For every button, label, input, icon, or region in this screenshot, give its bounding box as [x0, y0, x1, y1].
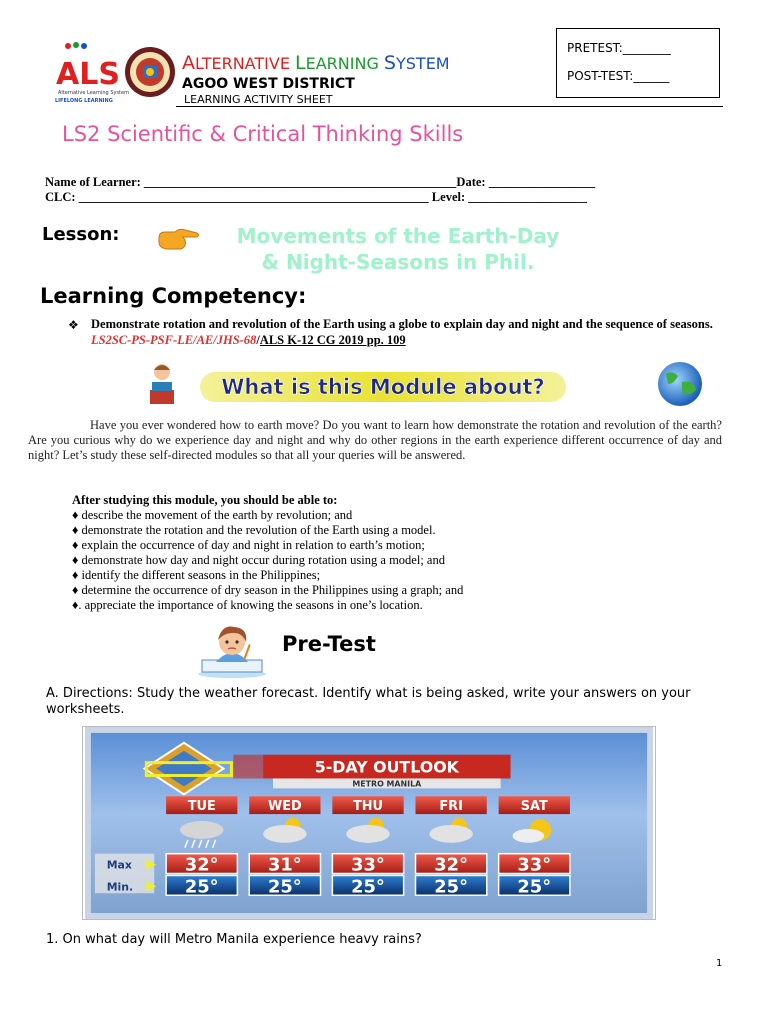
learner-name-date-line[interactable]: Name of Learner: __________________________________________________Date: _________________ — [45, 175, 595, 189]
test-score-box — [556, 28, 720, 98]
competency-heading: Learning Competency: — [40, 284, 307, 308]
globe-icon — [658, 362, 702, 406]
subject-title: LS2 Scientific & Critical Thinking Skills — [62, 122, 464, 146]
district-name: AGOO WEST DISTRICT — [182, 76, 355, 92]
min-temp: 25° — [184, 876, 219, 898]
clc-level-line[interactable]: CLC: ________________________________________________________ Level: ___________________ — [45, 190, 587, 204]
svg-text:What is this Module about?: What is this Module about? — [221, 375, 545, 399]
sheet-label: LEARNING ACTIVITY SHEET — [184, 93, 333, 106]
objective-item: ♦ describe the movement of the earth by revolution; and — [72, 508, 353, 522]
org-title: ALTERNATIVE LEARNING SYSTEM — [182, 52, 450, 74]
logo-caption: LIFELONG LEARNING — [55, 98, 113, 104]
weather-forecast-image — [82, 726, 656, 920]
min-label: Min. — [106, 880, 134, 894]
day-label: THU — [353, 799, 384, 815]
forecast-subtitle: METRO MANILA — [352, 779, 422, 789]
pretest-directions: A. Directions: Study the weather forecast. Identify what is being asked, write your answers on your worksheets. — [46, 686, 691, 717]
objective-item: ♦ demonstrate how day and night occur during rotation using a model; and — [72, 553, 445, 567]
objectives-heading: After studying this module, you should be able to: — [72, 493, 338, 507]
objective-item: ♦ explain the occurrence of day and night in relation to earth’s motion; — [72, 538, 425, 552]
objective-item: ♦ demonstrate the rotation and the revolution of the Earth using a model. — [72, 523, 436, 537]
day-label: SAT — [520, 799, 548, 815]
intro-paragraph: Have you ever wondered how to earth move? Do you want to learn how demonstrate the rotation and revolution of the earth? Are you curious why do we experience day and night and why do other regions in the earth experience different occurrence of day and night? Let’s study these self-directed modules so that all your queries will be answered. — [28, 418, 722, 462]
max-temp: 32° — [434, 854, 468, 876]
day-label: FRI — [439, 799, 463, 815]
reading-student-icon — [150, 364, 174, 404]
objective-item: ♦ determine the occurrence of dry season in the Philippines using a graph; and — [72, 583, 464, 597]
competency-code: LS2SC-PS-PSF-LE/AE/JHS-68 — [91, 333, 257, 347]
question-1: 1. On what day will Metro Manila experience heavy rains? — [46, 932, 422, 947]
learner-info — [45, 175, 595, 205]
curriculum-reference: ALS K-12 CG 2019 pp. 109 — [259, 333, 406, 347]
min-temp: 25° — [351, 876, 385, 898]
day-label: TUE — [187, 799, 216, 815]
min-temp: 25° — [268, 876, 302, 898]
header-divider — [176, 106, 723, 107]
module-about-banner — [150, 362, 710, 410]
day-label: WED — [268, 799, 302, 815]
lesson-label: Lesson: — [42, 224, 120, 245]
max-temp: 31° — [268, 854, 302, 876]
competency-statement: Demonstrate rotation and revolution of the Earth using a globe to explain day and night and the sequence of seasons. LS2SC-PS-PSF-LE/AE/JHS-68/ALS K-12 CG 2019 pp. 109 — [91, 317, 713, 347]
svg-text:ALS: ALS — [56, 57, 120, 92]
svg-text:Alternative Learning System: Alternative Learning System — [58, 90, 129, 96]
min-temp: 25° — [434, 876, 468, 898]
objective-item: ♦. appreciate the importance of knowing the seasons in one’s location. — [72, 598, 423, 612]
min-temp: 25° — [517, 876, 552, 898]
diamond-bullet-icon: ❖ — [68, 318, 79, 332]
max-temp: 33° — [517, 854, 552, 876]
lesson-title: Movements of the Earth-Day & Night-Seasons in Phil. — [236, 224, 560, 274]
forecast-title: 5-DAY OUTLOOK — [314, 757, 459, 777]
pretest-heading: Pre-Test — [282, 632, 376, 656]
posttest-field[interactable]: POST-TEST:______ — [567, 69, 670, 83]
max-temp: 33° — [351, 854, 385, 876]
learning-objectives — [72, 493, 463, 613]
max-temp: 32° — [184, 854, 219, 876]
pretest-field[interactable]: PRETEST:________ — [567, 41, 671, 55]
max-label: Max — [106, 858, 132, 872]
page-number: 1 — [716, 958, 723, 969]
thinking-student-icon — [196, 622, 268, 678]
district-seal — [124, 46, 176, 98]
als-logo — [54, 40, 129, 104]
objective-item: ♦ identify the different seasons in the Philippines; — [72, 568, 321, 582]
